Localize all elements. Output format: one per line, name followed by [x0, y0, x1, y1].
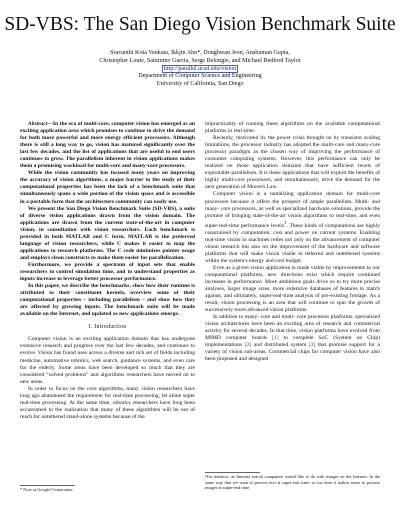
- section-heading-introduction: I. Introduction: [88, 324, 127, 331]
- right-paragraph-1: Recently, motivated by the power crisis brought on by transistor scaling limitations, the processor industry has adopted the multi-core and many-core processor paradigm as the chosen way of improving the performance of consumer computing systems. However, this performance can only be realized on those application domains that have sufficient levels of exploitable parallelism. It is these applications that will exploit the benefits of highly multi-core processors, and simultaneously, drive the demand for the next generation of Moore's Law.: [205, 135, 380, 191]
- right-paragraph-4-text-c: and distributed system: [251, 342, 309, 349]
- right-paragraph-4-text-b: to complete SoC (System on Chip) implementations: [205, 335, 380, 349]
- abstract-paragraph-1: —In the era of multi-core, computer vision has emerged as an exciting application area which promises to continue to drive the demand for both more powerful and more energy efficient processors. Although there is still a long way to go, vision has matured significantly over the last few decades, and the list of applications that are useful to end users continues to grow. The parallelism inherent in vision applications makes them a promising workload for multi-core and many-core processors.: [20, 121, 195, 170]
- abstract: [20, 121, 195, 318]
- author-block: [30, 50, 370, 89]
- right-paragraph-3: Even as a given vision application is made viable by improvements to our computational platforms, new directions exist which require continued increases in performance. More ambitious goals drive us to try more precise analyses, larger image sizes, more extensive databases of features to match against, and ultimately, super-real-time analysis of pre-existing footage. As a result, vision processing is an area that will continue to spur the growth of successively more advanced vision platforms.: [205, 264, 380, 314]
- right-paragraph-4-text-a: In addition to many- core and multi- core processor platforms, specialized vision architectures have been an exciting area of research and commercial activity for several decades. In that time, vision platforms have evolved from MIMD computer boards: [205, 314, 380, 342]
- left-column: [20, 121, 195, 421]
- author-line-2: Christopher Louie, Saturnino Garcia, Serge Belongie, and Michael Bedford Taylor: [99, 57, 301, 64]
- university: University of California, San Diego: [156, 81, 244, 88]
- abstract-paragraph-5: In this paper, we describe the benchmarks, show how their runtime is attributed to their constituent kernels, overview some of their computational properties – including parallelism – and show how they are affected by growing inputs. The benchmark suite will be made available on the Internet, and updated as new applications emerge.: [20, 283, 195, 318]
- footnote-left: * Now at Google Corporation.: [20, 487, 74, 492]
- right-paragraph-2: Computer vision is a tantalizing application domain for multi-core processors because it offers the prospect of ample parallelism. Multi- and many- core processors, as well as specialized hardware solutions, provide the promise of bringing state-of-the-art vision algorithms to real-time, and even super-real-time performance levels$^1$. These kinds of computations are highly constrained by computation, cost and power on current systems. Enabling real-time vision in machines relies not only on the advancement of computer vision research but also on the improvement of the hardware and software platforms that will make vision viable in tethered and untethered systems within the system's energy and cost budget.: [205, 191, 380, 264]
- project-url-link[interactable]: http://parallel.ucsd.edu/vision: [163, 65, 237, 72]
- footnote-rule-right: [205, 472, 260, 473]
- abstract-label: Abstract: [28, 121, 48, 127]
- department: Department of Computer Science and Engineering: [138, 73, 262, 80]
- author-line-1: Sravanthi Kota Venkata, Ikkjin Ahn*, Donghwan Jeon, Anshuman Gupta,: [110, 50, 290, 56]
- intro-paragraph-2: In order to focus on the core algorithms, many vision researchers have long ago abandoned the requirement for real-time processing, let alone super real-time processing. At the same time, robotics researchers have long been accustomed to the realization that many of these algorithms will be out of reach for untethered stand-alone systems because of the: [20, 385, 195, 420]
- footnote-right: ¹For instance, as Internet search companies would like to do with images on the Internet. In the same way that we want to process text at super-real time, so too does it makes sense to process images at super-real time.: [205, 474, 380, 491]
- citation-link-2[interactable]: [2]: [244, 342, 252, 349]
- citation-link-1[interactable]: [1]: [272, 335, 279, 342]
- right-paragraph-2-text-b: . These kinds of computations are highly constrained by computation, cost and power on current systems. Enabling real-time vision in machines relies not only on the advancement of computer vision research but also on the improvement of the hardware and software platforms that will make vision viable in tethered and untethered systems within the system's energy and cost budget.: [205, 222, 380, 264]
- footnote-rule-left: [20, 485, 75, 486]
- abstract-paragraph-2: While the vision community has focused many years on improving the accuracy of vision algorithms, a major barrier to the study of their computational properties has been the lack of a benchmark suite that simultaneously spans a wide portion of the vision space and is accessible in a portable form that the architecture community can easily use.: [20, 170, 195, 205]
- abstract-paragraph-4: Furthermore, we provide a spectrum of input sets that enable researchers to control simulation time, and to understand properties as inputs increase to leverage better processor performance.: [20, 261, 195, 283]
- right-paragraph-4-text-d: that promise support for a variety of vision sub-areas. Commercial chips for computer vision have also been proposed and designed: [205, 342, 380, 363]
- citation-link-3[interactable]: [3]: [308, 342, 316, 349]
- intro-paragraph-1: Computer vision is an exciting application domain that has undergone extensive research and progress over the last few decades, and continues to evolve. Vision has found uses across a diverse and rich set of fields including medicine, automotive robotics, web search, guidance systems, and even care for the elderly. Some areas have been developed so much that they are considered “solved problems” and algorithms researchers have moved on to new areas.: [20, 336, 195, 385]
- right-column: [205, 121, 380, 363]
- right-paragraph-4: [205, 314, 380, 363]
- abstract-paragraph-3: We present the San Diego Vision Benchmark Suite (SD-VBS), a suite of diverse vision applications drawn from the vision domain. The applications are drawn from the current state-of-the-art in computer vision, in consultation with vision researchers. Each benchmark is provided in both MATLAB and C form. MATLAB is the preferred language of vision researchers, while C makes it easier to map the applications to research platforms. The C code minimizes pointer usage and employs clean constructs to make them easier for parallelization.: [20, 205, 195, 261]
- right-paragraph-2-text: Computer vision is a tantalizing application domain for multi-core processors because it offers the prospect of ample parallelism. Multi- and many- core processors, as well as specialized hardware solutions, provide the promise of bringing state-of-the-art vision algorithms to real-time, and even super-real-time performance levels: [205, 191, 380, 229]
- paper-title: SD-VBS: The San Diego Vision Benchmark Suite: [4, 14, 396, 35]
- right-paragraph-0: impracticality of running these algorithms on the available computational platforms in real-time.: [205, 121, 380, 135]
